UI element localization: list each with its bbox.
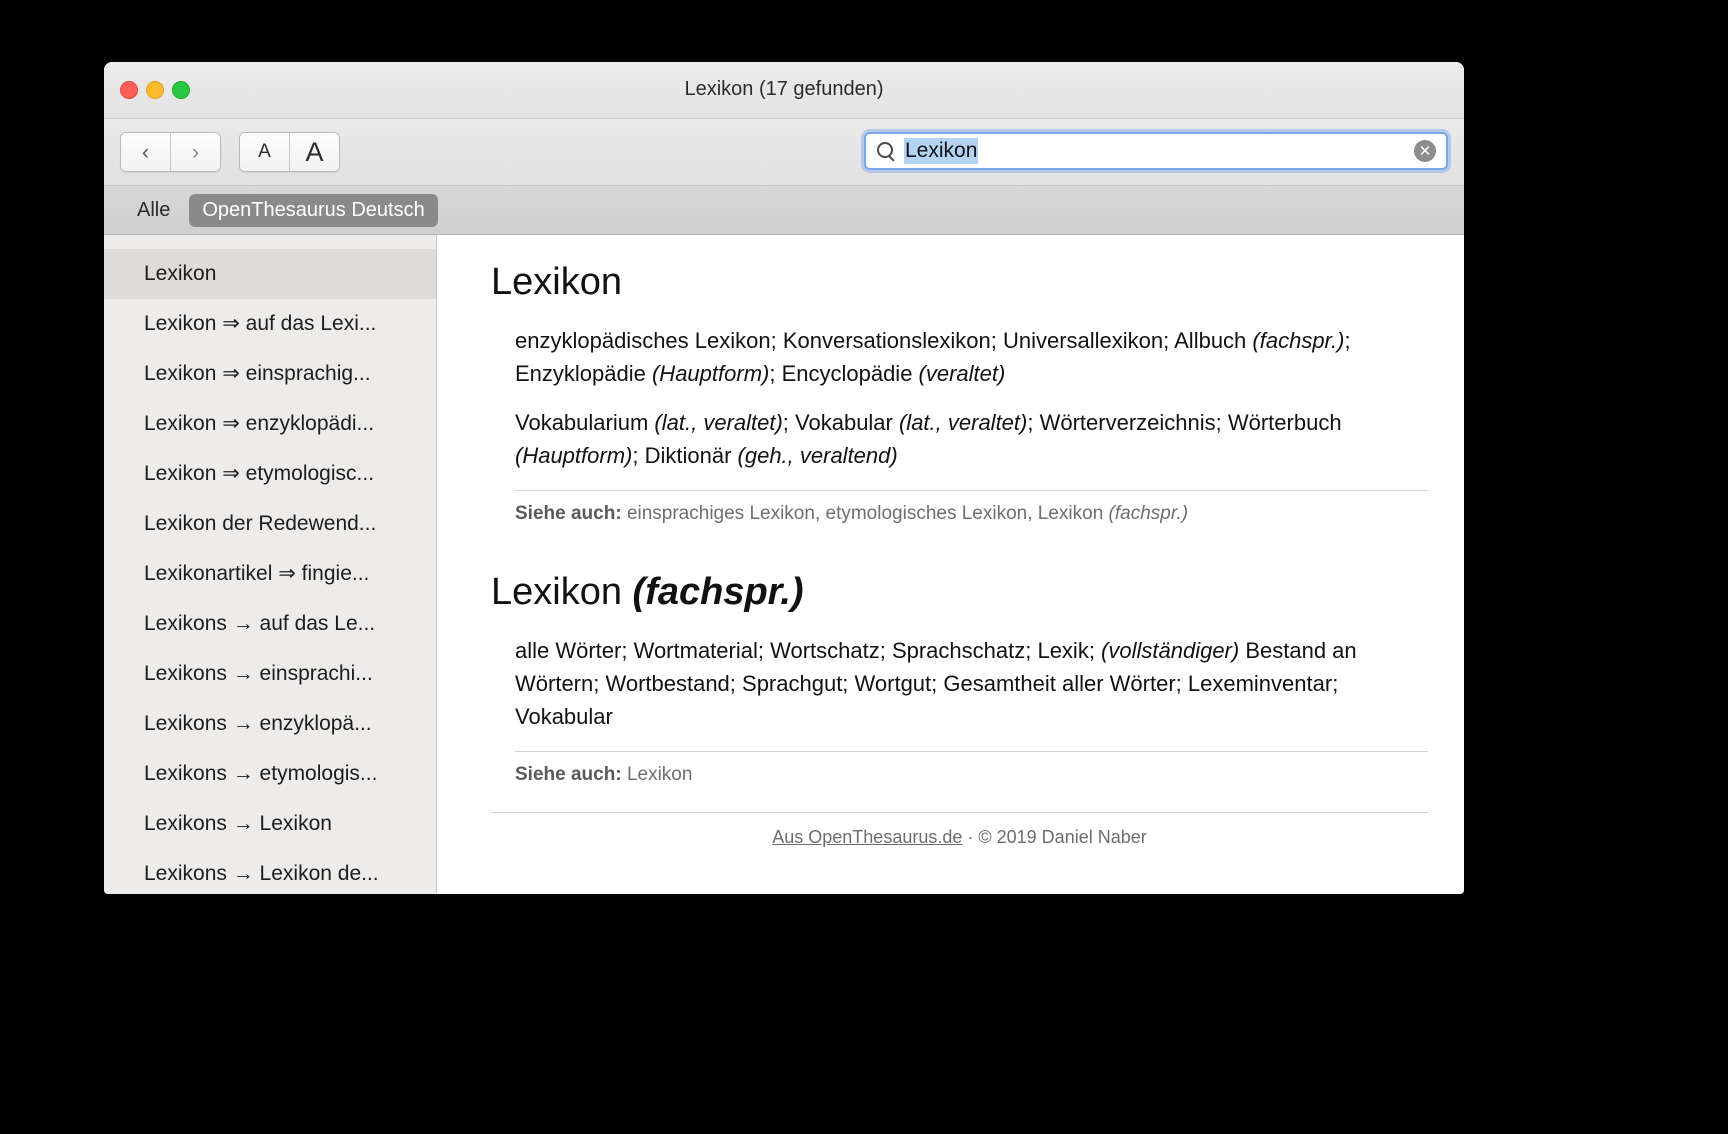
list-item[interactable]: Lexikons → auf das Le... xyxy=(144,612,376,635)
list-item[interactable]: Lexikons → Lexikon de... xyxy=(144,862,379,885)
window-title: Lexikon (17 gefunden) xyxy=(684,78,884,100)
tab-alle[interactable]: Alle xyxy=(137,198,171,221)
list-item[interactable]: Lexikons → einsprachi... xyxy=(144,662,373,685)
decrease-font-button[interactable] xyxy=(240,133,289,171)
list-item[interactable]: Lexikon der Redewend... xyxy=(144,512,377,535)
list-item[interactable]: Lexikon ⇒ enzyklopädi... xyxy=(144,412,375,435)
see-also xyxy=(515,751,1428,786)
copyright-text: · © 2019 Daniel Naber xyxy=(962,827,1147,847)
see-also-label: Siehe auch: xyxy=(515,503,622,524)
list-item[interactable]: Lexikon ⇒ auf das Lexi... xyxy=(144,312,377,335)
font-small-label: A xyxy=(258,141,271,162)
list-item[interactable]: Lexikons → Lexikon xyxy=(144,812,332,835)
window-titlebar xyxy=(104,62,1464,119)
entry-title-word: Lexikon xyxy=(491,571,622,613)
content-footer xyxy=(491,812,1428,848)
search-container xyxy=(864,132,1448,170)
list-item[interactable]: Lexikon xyxy=(104,249,436,299)
increase-font-button[interactable] xyxy=(289,133,339,171)
forward-button[interactable] xyxy=(170,133,220,171)
entry-title xyxy=(491,261,1428,304)
entry-content xyxy=(437,235,1464,894)
entry-title xyxy=(491,571,1428,614)
synonym-group: Vokabularium (lat., veraltet); Vokabular (lat., veraltet); Wörterverzeichnis; Wörterbuch (Hauptform); Diktionär (geh., veraltend) xyxy=(515,410,1342,468)
synonym-group: enzyklopädisches Lexikon; Konversationslexikon; Universallexikon; Allbuch (fachspr.); Enzyklopädie (Hauptform); Encyclopädie (veraltet) xyxy=(515,328,1351,386)
entry-divider-space xyxy=(491,525,1428,571)
see-also-links[interactable]: einsprachiges Lexikon, etymologisches Lexikon, Lexikon (fachspr.) xyxy=(626,503,1189,524)
dictionary-window xyxy=(104,62,1464,894)
font-size-buttons xyxy=(239,132,340,172)
search-icon xyxy=(876,141,896,161)
clear-search-icon[interactable]: ✕ xyxy=(1414,140,1436,162)
entry-title-qualifier: (fachspr.) xyxy=(632,571,804,613)
navigation-buttons xyxy=(120,132,221,172)
list-item[interactable]: Lexikon ⇒ einsprachig... xyxy=(144,362,371,385)
chevron-left-icon: ‹ xyxy=(142,140,149,164)
list-item[interactable]: Lexikons → enzyklopä... xyxy=(144,712,372,735)
synonym-group: alle Wörter; Wortmaterial; Wortschatz; Sprachschatz; Lexik; (vollständiger) Bestand an Wörtern; Wortbestand; Sprachgut; Wortgut; Gesamtheit aller Wörter; Lexeminventar; Vokabular xyxy=(515,638,1357,729)
see-also-links[interactable]: Lexikon xyxy=(626,764,693,785)
see-also xyxy=(515,490,1428,525)
list-item[interactable]: Lexikonartikel ⇒ fingie... xyxy=(144,562,370,585)
back-button[interactable] xyxy=(121,133,170,171)
font-large-label: A xyxy=(305,136,324,167)
window-body xyxy=(104,235,1464,894)
source-link[interactable]: Aus OpenThesaurus.de xyxy=(772,827,963,847)
chevron-right-icon: › xyxy=(192,140,199,164)
results-sidebar[interactable] xyxy=(104,235,437,894)
list-item[interactable]: Lexikons → etymologis... xyxy=(144,762,378,785)
search-input[interactable]: Lexikon xyxy=(905,139,978,162)
dictionary-tabbar xyxy=(104,186,1464,235)
list-item[interactable]: Lexikon ⇒ etymologisc... xyxy=(144,462,375,485)
search-field[interactable] xyxy=(864,132,1448,170)
entry-title-word: Lexikon xyxy=(491,261,622,303)
see-also-label: Siehe auch: xyxy=(515,764,622,785)
tab-openthesaurus-deutsch[interactable]: OpenThesaurus Deutsch xyxy=(189,194,437,227)
toolbar xyxy=(104,119,1464,186)
